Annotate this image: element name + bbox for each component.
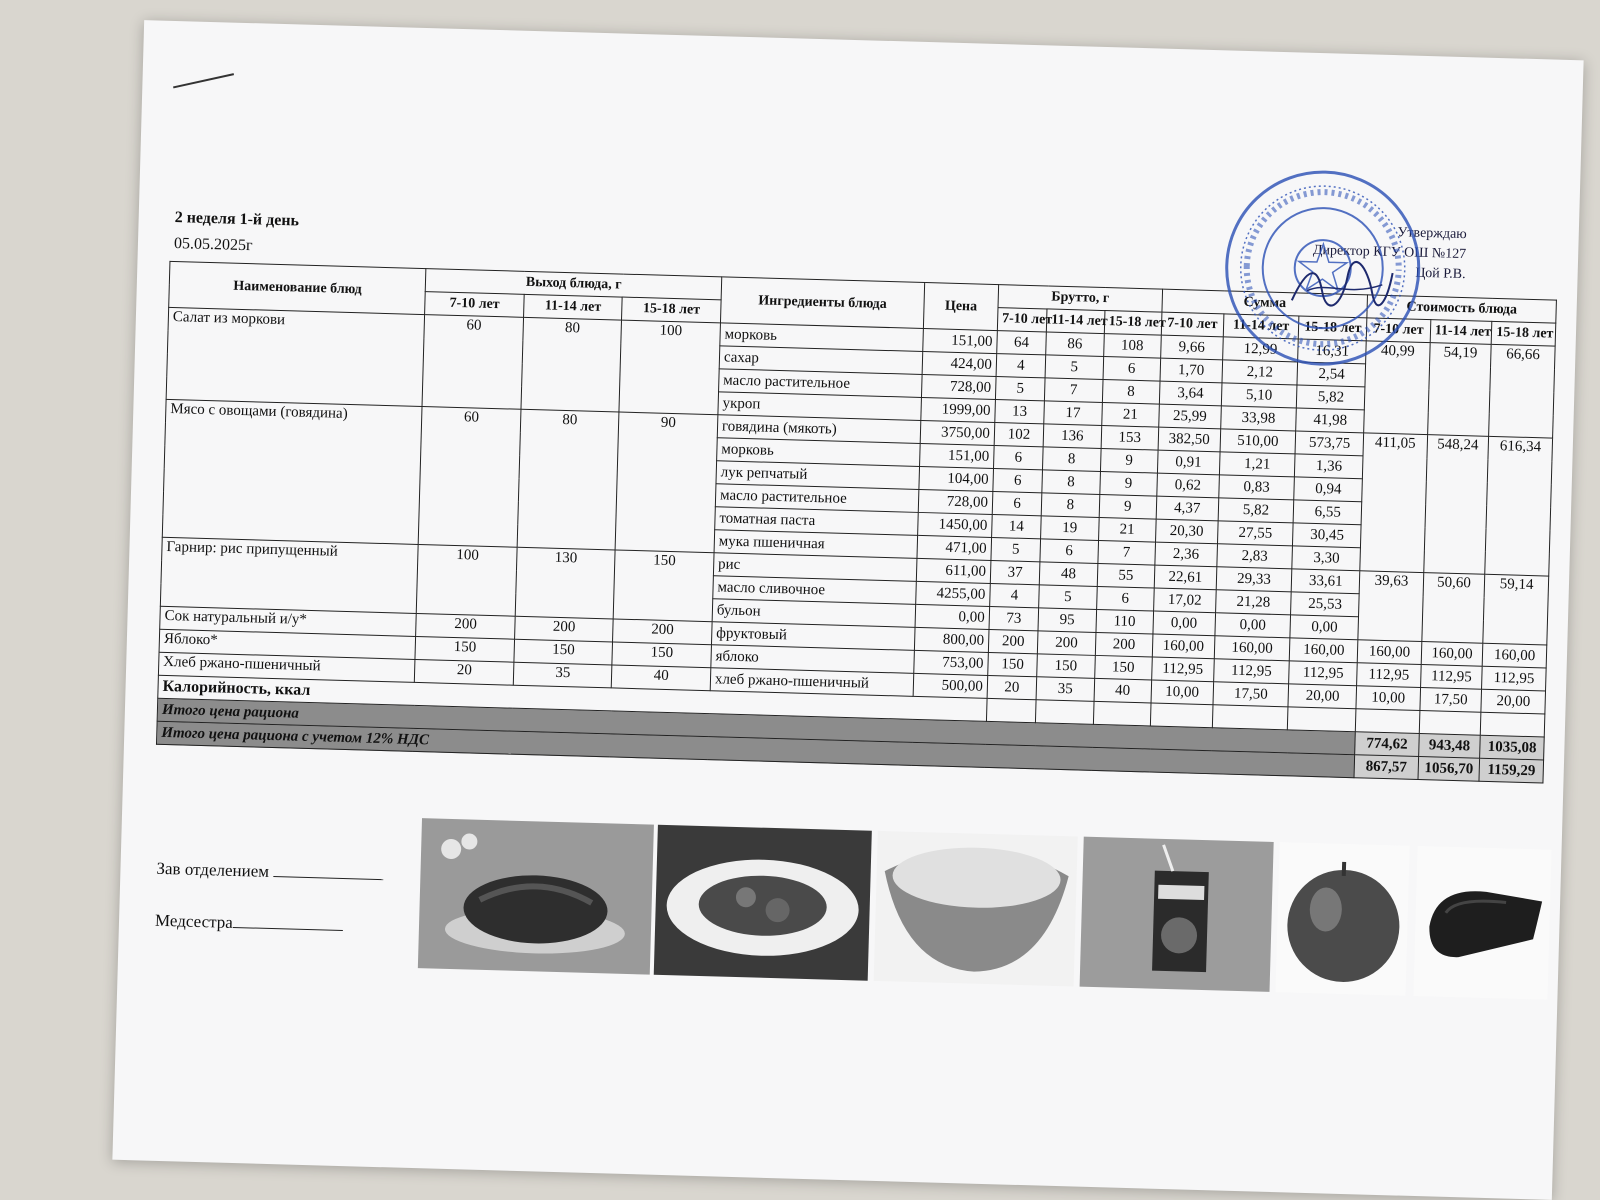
- output-value: 40: [612, 665, 711, 691]
- sum-value: 5,82: [1297, 385, 1365, 410]
- brutto-value: 6: [993, 446, 1043, 470]
- brutto-value: 6: [992, 491, 1042, 515]
- brutto-value: 8: [1041, 493, 1099, 518]
- brutto-value: 7: [1045, 378, 1103, 403]
- brutto-age-1: 7-10 лет: [997, 308, 1047, 332]
- output-value: 80: [517, 409, 619, 550]
- sum-value: 0,00: [1290, 615, 1358, 640]
- sum-value: 4,37: [1156, 496, 1218, 521]
- dish-name: Яблоко*: [159, 629, 416, 659]
- sum-age-2: 11-14 лет: [1223, 314, 1300, 339]
- brutto-value: 37: [990, 560, 1040, 584]
- dish-name: Мясо с овощами (говядина): [162, 399, 422, 544]
- sum-value: 25,53: [1291, 592, 1359, 617]
- ingredient-name: морковь: [717, 438, 921, 467]
- brutto-value: 110: [1096, 609, 1154, 634]
- output-value: 100: [417, 544, 517, 616]
- output-value: 150: [614, 550, 714, 622]
- brutto-value: 40: [1094, 678, 1152, 703]
- dish-cost: 54,19: [1427, 343, 1491, 437]
- brutto-value: 150: [1094, 655, 1152, 680]
- total-age-3: 1035,08: [1480, 735, 1544, 760]
- sum-value: 17,02: [1154, 588, 1216, 613]
- cell: [1288, 707, 1356, 732]
- dish-name: Хлеб ржано-пшеничный: [158, 652, 415, 682]
- brutto-value: 150: [988, 652, 1038, 676]
- brutto-value: 5: [1039, 585, 1097, 610]
- brutto-value: 17: [1044, 401, 1102, 426]
- dish-name: Салат из моркови: [166, 307, 425, 406]
- ingredient-price: 0,00: [915, 604, 989, 629]
- sum-value: 10,00: [1151, 680, 1213, 705]
- signature-blank: [233, 913, 343, 931]
- brutto-value: 9: [1099, 494, 1157, 519]
- output-value: 130: [515, 547, 615, 619]
- ingredient-price: 104,00: [919, 466, 993, 491]
- ingredient-name: масло растительное: [715, 484, 919, 513]
- ingredient-name: томатная паста: [715, 507, 919, 536]
- out-age-1: 7-10 лет: [425, 292, 524, 318]
- out-age-3: 15-18 лет: [622, 297, 721, 323]
- sum-value: 5,82: [1218, 498, 1295, 523]
- output-value: 80: [521, 317, 622, 412]
- dish-cost: 112,95: [1420, 665, 1482, 690]
- brutto-value: 6: [1103, 357, 1161, 382]
- ingredient-name: мука пшеничная: [714, 530, 918, 559]
- director-signature: [1287, 260, 1398, 313]
- brutto-value: 73: [989, 606, 1039, 630]
- total-age-1: 774,62: [1355, 732, 1419, 757]
- apple-photo: [1275, 842, 1409, 996]
- dish-cost: 112,95: [1482, 666, 1546, 691]
- brutto-value: 6: [1096, 586, 1154, 611]
- rice-photo: [874, 831, 1078, 987]
- rye-bread-photo: [1413, 846, 1551, 1000]
- ingredient-price: 1999,00: [921, 397, 995, 422]
- ingredient-price: 728,00: [922, 374, 996, 399]
- cell: [1419, 711, 1481, 736]
- brutto-value: 48: [1039, 562, 1097, 587]
- meat-with-vegetables-photo: [654, 825, 872, 981]
- brutto-value: 102: [994, 423, 1044, 447]
- sum-value: 9,66: [1161, 335, 1223, 360]
- brutto-age-2: 11-14 лет: [1046, 309, 1104, 334]
- ingredient-price: 471,00: [917, 535, 991, 560]
- brutto-value: 6: [993, 469, 1043, 493]
- brutto-value: 35: [1036, 677, 1094, 702]
- sum-value: 30,45: [1293, 523, 1361, 548]
- output-value: 60: [422, 315, 523, 410]
- juice-box-photo: [1080, 837, 1274, 992]
- ingredient-name: говядина (мякоть): [717, 415, 921, 444]
- brutto-value: 4: [996, 354, 1046, 378]
- brutto-value: 9: [1099, 471, 1157, 496]
- col-brutto: Брутто, г: [998, 285, 1163, 313]
- brutto-value: 95: [1038, 608, 1096, 633]
- brutto-value: 6: [1040, 539, 1098, 564]
- ingredient-name: масло сливочное: [713, 576, 917, 605]
- output-value: 150: [514, 639, 613, 665]
- dish-cost: 10,00: [1356, 686, 1420, 711]
- output-value: 150: [612, 642, 711, 668]
- sum-age-1: 7-10 лет: [1161, 312, 1223, 337]
- cell: [986, 698, 1036, 722]
- brutto-value: 200: [1095, 632, 1153, 657]
- sum-value: 0,91: [1157, 450, 1219, 475]
- col-sum: Сумма: [1162, 289, 1368, 318]
- sum-value: 1,36: [1295, 454, 1363, 479]
- sum-value: 1,21: [1219, 452, 1296, 477]
- sum-value: 6,55: [1294, 500, 1362, 525]
- dish-cost: 39,63: [1358, 571, 1423, 642]
- brutto-value: 5: [995, 377, 1045, 401]
- calories-label: Калорийность, ккал: [158, 675, 987, 721]
- signature-blank: [273, 862, 383, 880]
- dish-name: Сок натуральный и/у*: [160, 606, 417, 636]
- brutto-value: 5: [1045, 355, 1103, 380]
- brutto-value: 4: [990, 583, 1040, 607]
- ingredient-price: 151,00: [923, 328, 997, 353]
- ingredient-price: 1450,00: [918, 512, 992, 537]
- ingredient-name: морковь: [720, 323, 924, 352]
- col-price: Цена: [923, 283, 998, 331]
- carrot-salad-photo: [418, 818, 654, 974]
- brutto-value: 21: [1098, 517, 1156, 542]
- ingredient-name: масло растительное: [718, 369, 922, 398]
- dish-name: Гарнир: рис припущенный: [160, 537, 418, 613]
- food-photos: [418, 818, 1552, 1009]
- sum-value: 20,30: [1156, 519, 1218, 544]
- brutto-value: 200: [1037, 631, 1095, 656]
- dish-cost: 411,05: [1360, 433, 1427, 573]
- brutto-value: 14: [991, 514, 1041, 538]
- sum-value: 382,50: [1158, 427, 1220, 452]
- dish-cost: 160,00: [1421, 642, 1483, 667]
- brutto-value: 7: [1097, 540, 1155, 565]
- brutto-value: 136: [1043, 424, 1101, 449]
- sum-value: 0,62: [1157, 473, 1219, 498]
- sum-value: 17,50: [1213, 682, 1290, 707]
- sum-value: 1,70: [1160, 358, 1222, 383]
- ingredient-name: бульон: [712, 599, 916, 628]
- brutto-value: 19: [1041, 516, 1099, 541]
- output-value: 200: [416, 613, 515, 639]
- total-vat-age-3: 1159,29: [1479, 758, 1543, 783]
- ingredient-name: яблоко: [711, 645, 915, 674]
- brutto-value: 5: [991, 537, 1041, 561]
- dish-cost: 59,14: [1483, 574, 1549, 645]
- dish-cost: 20,00: [1481, 689, 1545, 714]
- ingredient-name: хлеб ржано-пшеничный: [710, 668, 914, 697]
- sum-value: 573,75: [1296, 431, 1364, 456]
- sum-value: 112,95: [1289, 661, 1357, 686]
- dish-cost: 160,00: [1482, 643, 1546, 668]
- head-label: Зав отделением: [156, 858, 270, 881]
- nurse-label: Медсестра: [154, 910, 234, 932]
- dish-cost: 548,24: [1424, 435, 1489, 575]
- total-vat-age-2: 1056,70: [1418, 756, 1480, 781]
- approve-word: Утверждаю: [1397, 225, 1467, 243]
- sum-value: 112,95: [1152, 657, 1214, 682]
- brutto-value: 8: [1042, 470, 1100, 495]
- approve-position: Директор КГУ ОШ №127: [1312, 242, 1467, 263]
- sum-value: 27,55: [1217, 521, 1294, 546]
- brutto-value: 55: [1097, 563, 1155, 588]
- total-vat-label: Итого цена рациона с учетом 12% НДС: [156, 721, 1354, 777]
- menu-sheet: [112, 20, 1583, 1200]
- ingredient-price: 753,00: [914, 650, 988, 675]
- brutto-value: 9: [1100, 448, 1158, 473]
- sum-value: 0,00: [1214, 613, 1291, 638]
- cell: [1036, 700, 1094, 725]
- output-value: 90: [616, 412, 718, 553]
- sum-value: 2,83: [1216, 544, 1293, 569]
- nurse-signature-line: [155, 911, 343, 936]
- ingredient-price: 728,00: [918, 489, 992, 514]
- ingredient-price: 424,00: [922, 351, 996, 376]
- cost-age-3: 15-18 лет: [1491, 321, 1555, 346]
- total-age-2: 943,48: [1418, 733, 1480, 758]
- total-vat-age-1: 867,57: [1354, 755, 1418, 780]
- brutto-age-3: 15-18 лет: [1104, 311, 1162, 336]
- sum-value: 33,61: [1292, 569, 1360, 594]
- ingredient-name: сахар: [719, 346, 923, 375]
- brutto-value: 20: [987, 675, 1037, 699]
- sum-value: 41,98: [1296, 408, 1364, 433]
- cost-age-2: 11-14 лет: [1430, 320, 1492, 345]
- sum-value: 20,00: [1288, 684, 1356, 709]
- approve-name: Цой Р.В.: [1415, 265, 1466, 283]
- sum-value: 33,98: [1220, 406, 1297, 431]
- sum-value: 29,33: [1216, 567, 1293, 592]
- output-value: 200: [515, 616, 614, 642]
- brutto-value: 153: [1101, 426, 1159, 451]
- sum-value: 0,94: [1294, 477, 1362, 502]
- brutto-value: 13: [995, 400, 1045, 424]
- brutto-value: 8: [1043, 447, 1101, 472]
- ingredient-name: лук репчатый: [716, 461, 920, 490]
- brutto-value: 86: [1046, 332, 1104, 357]
- brutto-value: 64: [997, 331, 1047, 355]
- sum-value: 2,36: [1155, 542, 1217, 567]
- dish-cost: 50,60: [1422, 573, 1485, 644]
- sum-value: 510,00: [1220, 429, 1297, 454]
- sum-value: 160,00: [1214, 636, 1291, 661]
- sum-value: 2,54: [1297, 362, 1365, 387]
- sum-value: 112,95: [1213, 659, 1290, 684]
- ingredient-price: 151,00: [920, 443, 994, 468]
- menu-date: 05.05.2025г: [173, 235, 253, 255]
- output-value: 100: [619, 320, 720, 415]
- cell: [1093, 701, 1151, 726]
- sum-value: 22,61: [1154, 565, 1216, 590]
- total-label: Итого цена рациона: [157, 698, 1355, 754]
- output-value: 60: [419, 407, 521, 548]
- pen-mark: [173, 73, 234, 88]
- sum-value: 12,99: [1222, 337, 1299, 362]
- ingredient-price: 4255,00: [916, 581, 990, 606]
- cell: [1150, 703, 1212, 728]
- head-signature-line: [156, 859, 383, 885]
- brutto-value: 8: [1102, 380, 1160, 405]
- cell: [1212, 705, 1289, 730]
- output-value: 20: [415, 659, 514, 685]
- ingredient-name: укроп: [718, 392, 922, 421]
- col-cost: Стоимость блюда: [1367, 295, 1556, 323]
- brutto-value: 200: [988, 629, 1038, 653]
- dish-cost: 112,95: [1357, 663, 1421, 688]
- cell: [1481, 712, 1545, 737]
- sum-value: 3,64: [1159, 381, 1221, 406]
- sum-value: 5,10: [1221, 383, 1298, 408]
- sum-value: 16,31: [1298, 339, 1366, 364]
- col-dish: Наименование блюд: [169, 261, 427, 314]
- ingredient-price: 611,00: [916, 558, 990, 583]
- dish-cost: 17,50: [1420, 688, 1482, 713]
- ingredient-price: 500,00: [913, 673, 987, 698]
- dish-cost: 616,34: [1485, 436, 1553, 576]
- dish-cost: 160,00: [1357, 640, 1421, 665]
- brutto-value: 108: [1103, 334, 1161, 359]
- sum-value: 160,00: [1152, 634, 1214, 659]
- ingredient-price: 3750,00: [920, 420, 994, 445]
- sum-value: 3,30: [1292, 546, 1360, 571]
- col-output: Выход блюда, г: [426, 269, 722, 300]
- sum-value: 160,00: [1290, 638, 1358, 663]
- sum-value: 0,00: [1153, 611, 1215, 636]
- brutto-value: 150: [1037, 654, 1095, 679]
- day-title: 2 неделя 1-й день: [174, 209, 300, 230]
- dish-cost: 40,99: [1364, 341, 1430, 435]
- output-value: 35: [513, 662, 612, 688]
- output-value: 200: [613, 619, 712, 645]
- sum-value: 2,12: [1222, 360, 1299, 385]
- cost-age-1: 7-10 лет: [1366, 318, 1430, 343]
- dish-cost: 66,66: [1489, 344, 1555, 438]
- col-ingredients: Ингредиенты блюда: [720, 277, 924, 329]
- sum-age-3: 15-18 лет: [1299, 316, 1367, 341]
- sum-value: 25,99: [1159, 404, 1221, 429]
- ingredient-name: фруктовый: [711, 622, 915, 651]
- sum-value: 0,83: [1218, 475, 1295, 500]
- output-value: 150: [415, 636, 514, 662]
- sum-value: 21,28: [1215, 590, 1292, 615]
- ingredient-price: 800,00: [914, 627, 988, 652]
- cell: [1355, 709, 1419, 734]
- brutto-value: 21: [1101, 403, 1159, 428]
- out-age-2: 11-14 лет: [523, 294, 622, 320]
- ingredient-name: рис: [713, 553, 917, 582]
